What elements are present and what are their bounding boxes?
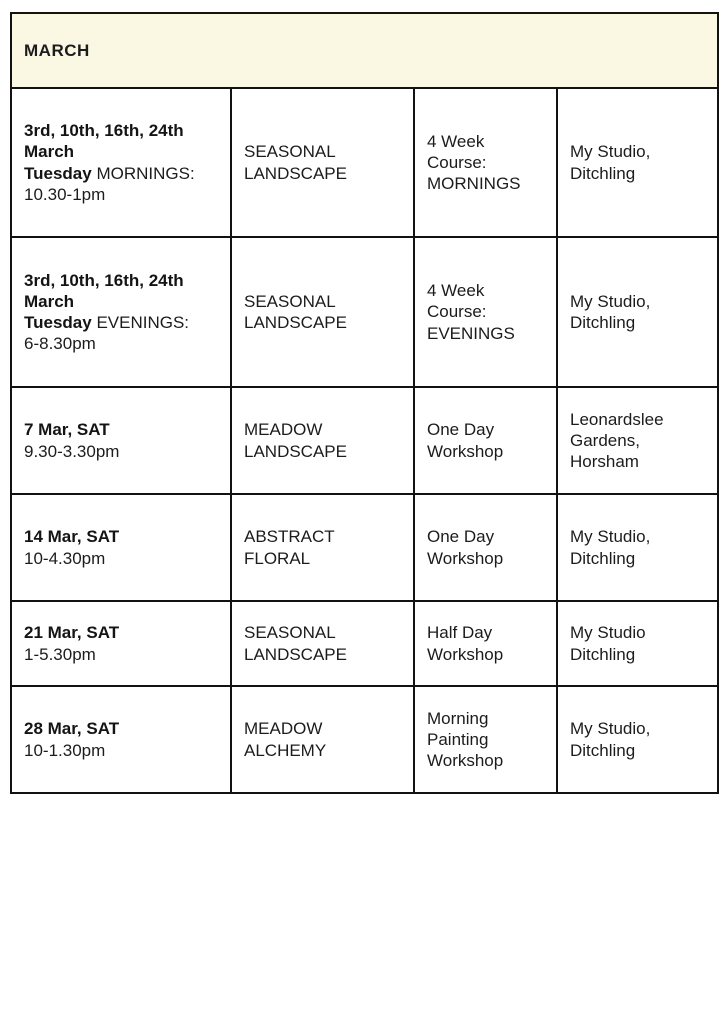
date-cell	[11, 686, 231, 793]
schedule-row	[11, 88, 718, 237]
location-text: My Studio, Ditchling	[570, 719, 651, 760]
workshop-cell	[231, 237, 414, 387]
course-type-text: Morning Painting Workshop	[427, 708, 504, 771]
schedule-row	[11, 601, 718, 686]
day-text: Tuesday	[24, 163, 92, 183]
date-text: 28 Mar, SAT	[24, 719, 120, 739]
date-cell	[11, 88, 231, 237]
workshop-name: SEASONAL LANDSCAPE	[244, 623, 347, 664]
session-text: MORNINGS:	[96, 163, 195, 183]
location-text: My Studio, Ditchling	[570, 527, 651, 568]
workshop-name: SEASONAL LANDSCAPE	[244, 142, 347, 183]
course-type-text: 4 Week Course: MORNINGS	[427, 131, 521, 194]
date-text: 3rd, 10th, 16th, 24th March	[24, 270, 184, 311]
location-text: My Studio, Ditchling	[570, 142, 651, 183]
month-header	[11, 13, 718, 88]
date-text: 14 Mar, SAT	[24, 527, 120, 547]
march-schedule-table	[10, 12, 719, 794]
location-text: Leonardslee Gardens, Horsham	[570, 409, 664, 472]
course-type-text: 4 Week Course: EVENINGS	[427, 281, 515, 343]
date-text: 3rd, 10th, 16th, 24th March	[24, 121, 184, 162]
course-type-cell	[414, 88, 557, 237]
session-text: EVENINGS:	[96, 313, 190, 332]
time-text: 9.30-3.30pm	[24, 441, 120, 461]
month-header-row	[11, 13, 718, 88]
location-cell	[557, 686, 718, 793]
course-type-cell	[414, 494, 557, 601]
workshop-name: MEADOW LANDSCAPE	[244, 420, 347, 461]
workshop-cell	[231, 387, 414, 494]
workshop-cell	[231, 686, 414, 793]
day-session-text	[24, 163, 222, 184]
schedule-row	[11, 494, 718, 601]
course-type-cell	[414, 686, 557, 793]
workshop-cell	[231, 494, 414, 601]
workshop-name: SEASONAL LANDSCAPE	[244, 291, 347, 332]
schedule-row	[11, 686, 718, 793]
location-cell	[557, 494, 718, 601]
course-type-cell	[414, 387, 557, 494]
schedule-row	[11, 387, 718, 494]
date-text: 21 Mar, SAT	[24, 623, 120, 643]
time-text: 10-1.30pm	[24, 740, 106, 760]
course-type-cell	[414, 601, 557, 686]
course-type-text: Half Day Workshop	[427, 623, 504, 664]
location-text: My Studio Ditchling	[570, 623, 646, 664]
course-type-text: One Day Workshop	[427, 527, 504, 568]
time-text: 6-8.30pm	[24, 334, 96, 354]
workshop-name: MEADOW ALCHEMY	[244, 719, 327, 760]
location-cell	[557, 237, 718, 387]
location-cell	[557, 88, 718, 237]
time-text: 10.30-1pm	[24, 184, 106, 204]
month-title: MARCH	[24, 40, 90, 60]
date-cell	[11, 601, 231, 686]
workshop-cell	[231, 88, 414, 237]
date-cell	[11, 387, 231, 494]
workshop-name: ABSTRACT FLORAL	[244, 527, 335, 568]
schedule-row	[11, 237, 718, 387]
date-text: 7 Mar, SAT	[24, 420, 110, 440]
day-text: Tuesday	[24, 313, 92, 332]
course-type-cell	[414, 237, 557, 387]
time-text: 1-5.30pm	[24, 644, 96, 664]
date-cell	[11, 237, 231, 387]
workshop-cell	[231, 601, 414, 686]
location-cell	[557, 387, 718, 494]
course-type-text: One Day Workshop	[427, 420, 504, 461]
time-text: 10-4.30pm	[24, 548, 106, 568]
date-cell	[11, 494, 231, 601]
day-session-text	[24, 312, 222, 333]
location-text: My Studio, Ditchling	[570, 291, 651, 332]
location-cell	[557, 601, 718, 686]
